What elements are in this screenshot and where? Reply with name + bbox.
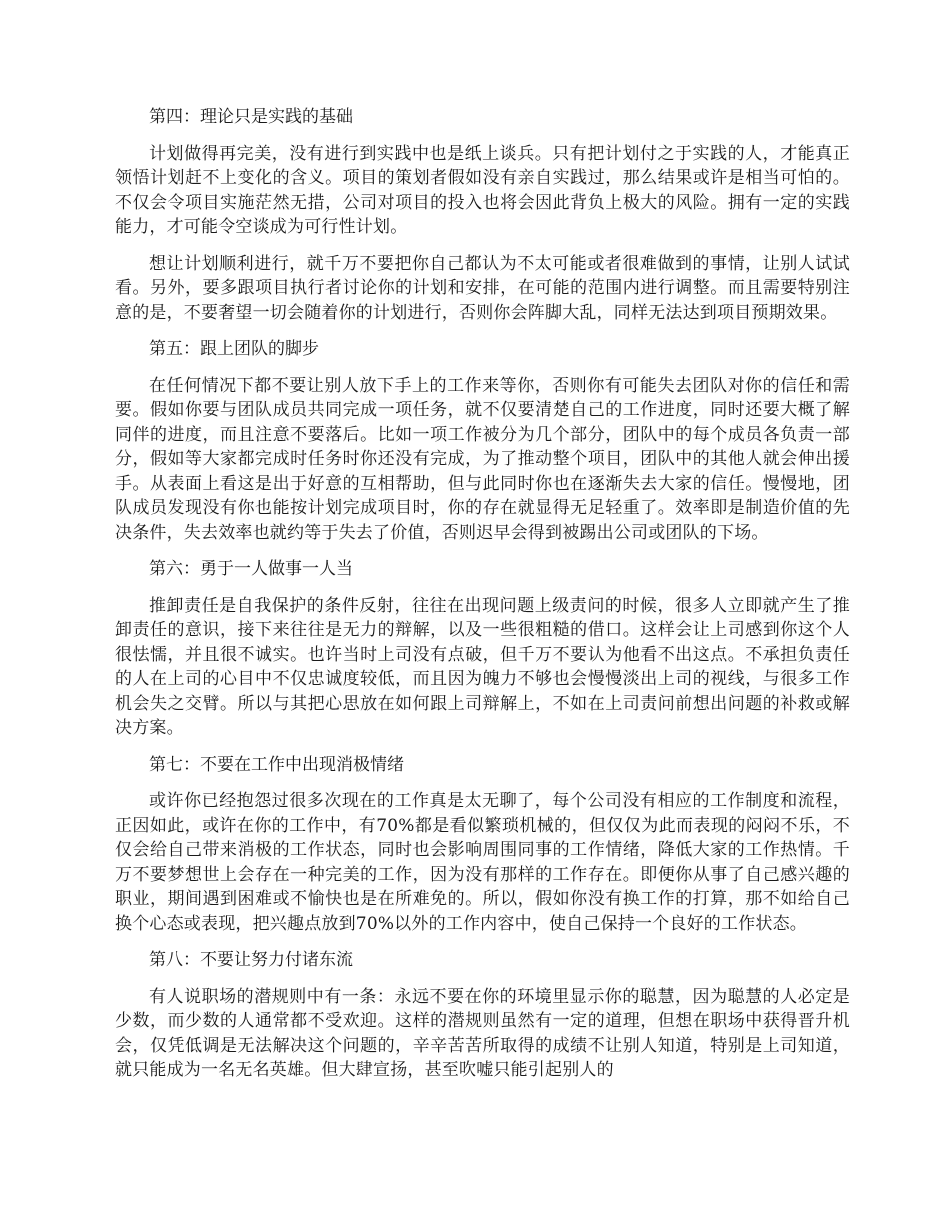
paragraph: 推卸责任是自我保护的条件反射，往往在出现问题上级责问的时候，很多人立即就产生了推卸责任的意识，接下来往往是无力的辩解，以及一些很粗糙的借口。这样会让上司感到你这个人很怯懦，并且很不诚实。也许当时上司没有点破，但千万不要认为他看不出这点。不承担负责任的人在上司的心目中不仅忠诚度较低，而且因为魄力不够也会慢慢淡出上司的视线，与很多工作机会失之交臂。所以与其把心思放在如何跟上司辩解上，不如在上司责问前想出问题的补救或解决方案。 [115,595,850,738]
paragraph: 有人说职场的潜规则中有一条：永远不要在你的环境里显示你的聪慧，因为聪慧的人必定是少数，而少数的人通常都不受欢迎。这样的潜规则虽然有一定的道理，但想在职场中获得晋升机会，仅凭低调是无法解决这个问题的，辛辛苦苦所取得的成绩不让别人知道，特别是上司知道，就只能成为一名无名英雄。但大肆宣扬，甚至吹嘘只能引起别人的 [115,986,850,1080]
paragraph: 计划做得再完美，没有进行到实践中也是纸上谈兵。只有把计划付之于实践的人，才能真正领悟计划赶不上变化的含义。项目的策划者假如没有亲自实践过，那么结果或许是相当可怕的。不仅会令项目实施茫然无措，公司对项目的投入也将会因此背负上极大的风险。拥有一定的实践能力，才可能令空谈成为可行性计划。 [115,143,850,237]
paragraph: 或许你已经抱怨过很多次现在的工作真是太无聊了，每个公司没有相应的工作制度和流程，正因如此，或许在你的工作中，有70%都是看似繁琐机械的，但仅仅为此而表现的闷闷不乐，不仅会给自己带来消极的工作状态，同时也会影响周围同事的工作情绪，降低大家的工作热情。千万不要梦想世上会存在一种完美的工作，因为没有那样的工作存在。即便你从事了自己感兴趣的职业，期间遇到困难或不愉快也是在所难免的。所以，假如你没有换工作的打算，那不如给自己换个心态或表现，把兴趣点放到70%以外的工作内容中，使自己保持一个良好的工作状态。 [115,791,850,934]
document-page [115,105,850,1095]
section-heading-6: 第六：勇于一人做事一人当 [149,559,353,579]
section-heading-7: 第七：不要在工作中出现消极情绪 [149,754,404,775]
section-heading-5: 第五：跟上团队的脚步 [149,339,319,359]
paragraph: 想让计划顺利进行，就千万不要把你自己都认为不太可能或者很难做到的事情，让别人试试看。另外，要多跟项目执行者讨论你的计划和安排，在可能的范围内进行调整。而且需要特别注意的是，不要奢望一切会随着你的计划进行，否则你会阵脚大乱，同样无法达到项目预期效果。 [115,253,850,323]
section-heading-4: 第四：理论只是实践的基础 [149,107,353,127]
paragraph: 在任何情况下都不要让别人放下手上的工作来等你，否则你有可能失去团队对你的信任和需要。假如你要与团队成员共同完成一项任务，就不仅要清楚自己的工作进度，同时还要大概了解同伴的进度，而且注意不要落后。比如一项工作被分为几个部分，团队中的每个成员各负责一部分，假如等大家都完成时任务时你还没有完成，为了推动整个项目，团队中的其他人就会伸出援手。从表面上看这是出于好意的互相帮助，但与此同时你也在逐渐失去大家的信任。慢慢地，团队成员发现没有你也能按计划完成项目时，你的存在就显得无足轻重了。效率即是制造价值的先决条件，失去效率也就约等于失去了价值，否则迟早会得到被踢出公司或团队的下场。 [115,375,850,543]
section-heading-8: 第八：不要让努力付诸东流 [149,950,353,970]
